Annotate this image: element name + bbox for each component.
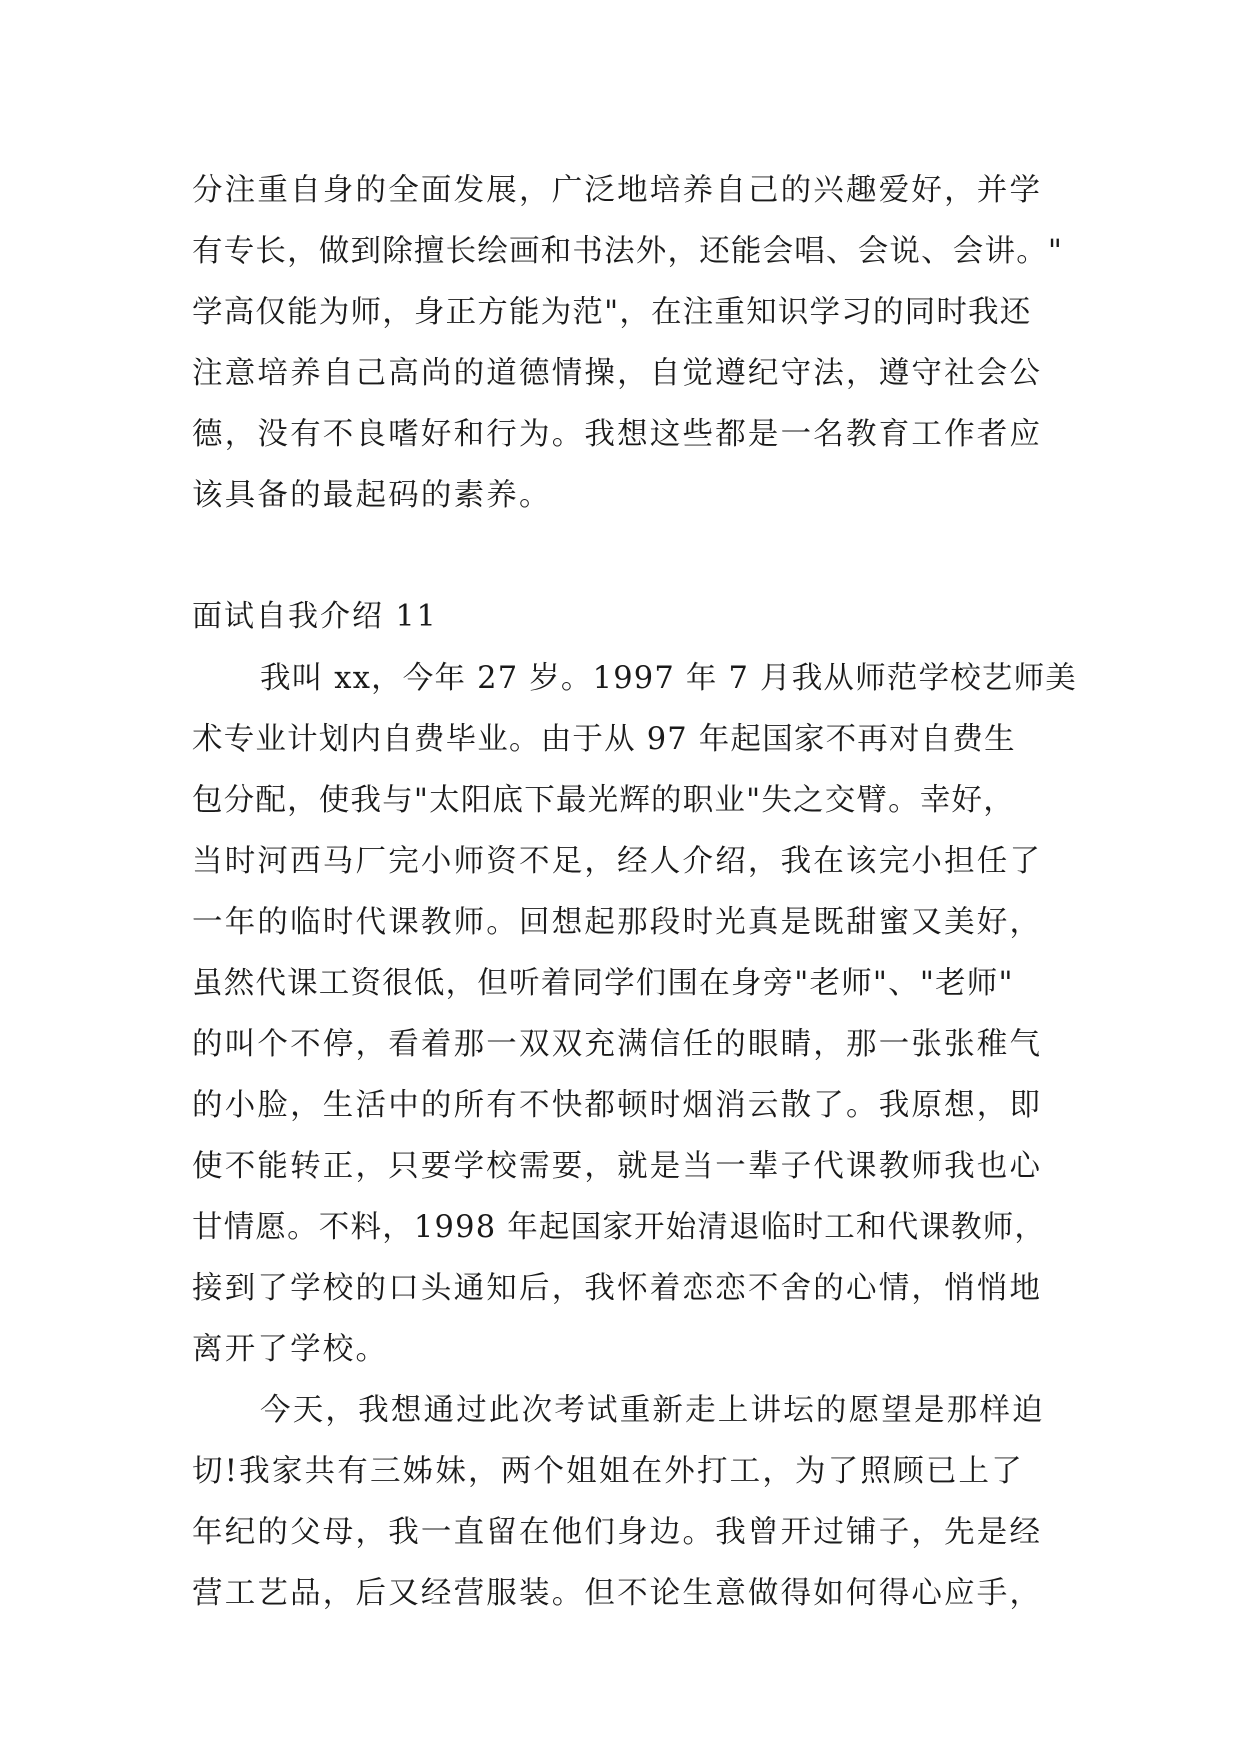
text-line: 学高仅能为师，身正方能为范"，在注重知识学习的同时我还 — [192, 295, 1032, 330]
paragraph-2 — [192, 648, 1078, 1380]
text-line: 虽然代课工资很低，但听着同学们围在身旁"老师"、"老师" — [192, 966, 1014, 1001]
text-line: 包分配，使我与"太阳底下最光辉的职业"失之交臂。幸好， — [192, 783, 1015, 818]
text-line: 术专业计划内自费毕业。由于从 97 年起国家不再对自费生 — [192, 722, 1016, 757]
text-line: 的小脸，生活中的所有不快都顿时烟消云散了。我原想，即 — [192, 1088, 1043, 1123]
text-line: 年纪的父母，我一直留在他们身边。我曾开过铺子，先是经 — [192, 1515, 1043, 1550]
paragraph-spacer — [192, 526, 1052, 586]
paragraph-1 — [192, 160, 1064, 526]
document-page — [192, 160, 1078, 1624]
text-line: 离开了学校。 — [192, 1332, 389, 1367]
text-line: 切!我家共有三姊妹，两个姐姐在外打工，为了照顾已上了 — [192, 1454, 1024, 1489]
section-title: 面试自我介绍 11 — [192, 599, 438, 634]
text-line: 使不能转正，只要学校需要，就是当一辈子代课教师我也心 — [192, 1149, 1043, 1184]
text-line: 我叫 xx，今年 27 岁。1997 年 7 月我从师范学校艺师美 — [260, 661, 1078, 696]
text-line: 甘情愿。不料，1998 年起国家开始清退临时工和代课教师， — [192, 1210, 1047, 1245]
text-line: 注意培养自己高尚的道德情操，自觉遵纪守法，遵守社会公 — [192, 356, 1043, 391]
text-line: 一年的临时代课教师。回想起那段时光真是既甜蜜又美好， — [192, 905, 1043, 940]
text-line: 有专长，做到除擅长绘画和书法外，还能会唱、会说、会讲。" — [192, 234, 1064, 269]
text-line: 的叫个不停，看着那一双双充满信任的眼睛，那一张张稚气 — [192, 1027, 1043, 1062]
text-line: 营工艺品，后又经营服装。但不论生意做得如何得心应手， — [192, 1576, 1043, 1611]
paragraph-3 — [192, 1380, 1052, 1624]
text-line: 德，没有不良嗜好和行为。我想这些都是一名教育工作者应 — [192, 417, 1043, 452]
text-line: 接到了学校的口头通知后，我怀着恋恋不舍的心情，悄悄地 — [192, 1271, 1043, 1306]
text-line: 该具备的最起码的素养。 — [192, 478, 552, 513]
text-line: 今天，我想通过此次考试重新走上讲坛的愿望是那样迫 — [260, 1393, 1045, 1428]
text-line: 分注重自身的全面发展，广泛地培养自己的兴趣爱好，并学 — [192, 173, 1043, 208]
text-line: 当时河西马厂完小师资不足，经人介绍，我在该完小担任了 — [192, 844, 1043, 879]
